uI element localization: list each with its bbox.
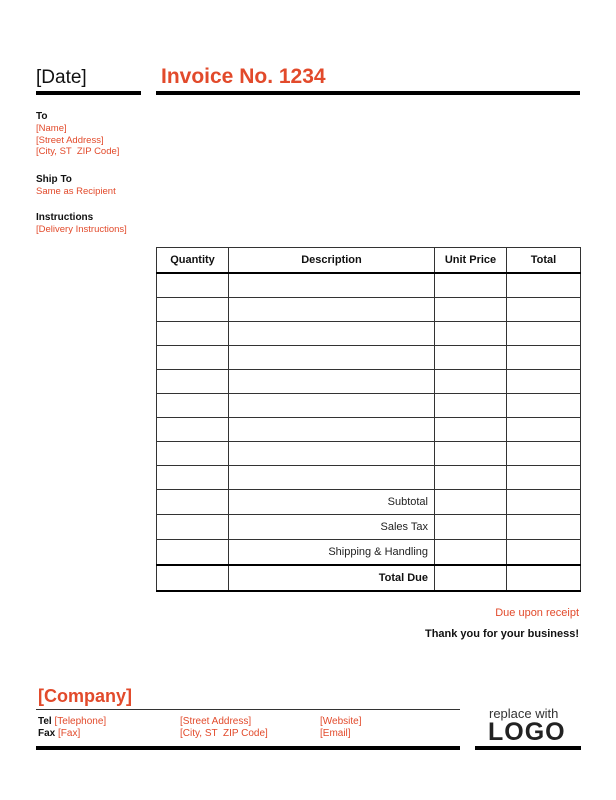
tel-label: Tel: [38, 716, 52, 727]
subtotal-unit-cell[interactable]: [435, 490, 507, 515]
footer-address-col: [180, 716, 268, 740]
footer-city: [City, ST ZIP Code]: [180, 728, 268, 739]
footer-rule-thin: [36, 709, 460, 710]
company-name: [Company]: [38, 686, 132, 706]
fax-label: Fax: [38, 728, 56, 739]
shipping-value[interactable]: [507, 540, 581, 566]
fax-value: [Fax]: [58, 728, 81, 739]
header-unit-price: Unit Price: [435, 248, 507, 274]
sales-tax-label: Sales Tax: [229, 515, 435, 540]
quantity-cell[interactable]: [157, 394, 229, 418]
ship-to-label: Ship To: [36, 174, 72, 185]
total-cell[interactable]: [507, 346, 581, 370]
invoice-title: Invoice No. 1234: [161, 65, 326, 88]
thank-you-note: Thank you for your business!: [424, 628, 579, 640]
total-due-value[interactable]: [507, 565, 581, 591]
total-cell[interactable]: [507, 442, 581, 466]
to-label: To: [36, 111, 48, 122]
footer-contact-col: [38, 716, 106, 740]
table-row: [157, 442, 581, 466]
quantity-cell[interactable]: [157, 442, 229, 466]
quantity-cell[interactable]: [157, 322, 229, 346]
ship-to-block: [36, 174, 116, 198]
shipping-label: Shipping & Handling: [229, 540, 435, 566]
footer-rule-right: [475, 746, 581, 750]
to-name: [Name]: [36, 123, 67, 134]
quantity-cell[interactable]: [157, 370, 229, 394]
quantity-cell[interactable]: [157, 418, 229, 442]
total-cell[interactable]: [507, 466, 581, 490]
table-row: [157, 322, 581, 346]
unit-price-cell[interactable]: [435, 298, 507, 322]
total-due-unit-cell[interactable]: [435, 565, 507, 591]
table-row: [157, 418, 581, 442]
total-cell[interactable]: [507, 418, 581, 442]
logo-placeholder-icon: LOGO: [488, 718, 566, 746]
tel-value: [Telephone]: [54, 716, 107, 727]
footer-website: [Website]: [320, 716, 362, 727]
header-quantity: Quantity: [157, 248, 229, 274]
unit-price-cell[interactable]: [435, 322, 507, 346]
unit-price-cell[interactable]: [435, 442, 507, 466]
subtotal-value[interactable]: [507, 490, 581, 515]
subtotal-label: Subtotal: [229, 490, 435, 515]
description-cell[interactable]: [229, 298, 435, 322]
table-row: [157, 298, 581, 322]
quantity-cell[interactable]: [157, 273, 229, 298]
logo-placeholder-caption: replace with: [489, 706, 559, 721]
sales-tax-spacer: [157, 515, 229, 540]
table-row: [157, 273, 581, 298]
unit-price-cell[interactable]: [435, 273, 507, 298]
total-due-label: Total Due: [229, 565, 435, 591]
header-rule-left: [36, 91, 141, 95]
unit-price-cell[interactable]: [435, 466, 507, 490]
description-cell[interactable]: [229, 442, 435, 466]
to-block: [36, 111, 119, 158]
table-row: [157, 346, 581, 370]
invoice-date: [Date]: [36, 67, 87, 88]
unit-price-cell[interactable]: [435, 370, 507, 394]
instructions-label: Instructions: [36, 212, 94, 223]
total-cell[interactable]: [507, 394, 581, 418]
shipping-unit-cell[interactable]: [435, 540, 507, 566]
quantity-cell[interactable]: [157, 298, 229, 322]
to-street: [Street Address]: [36, 134, 104, 146]
description-cell[interactable]: [229, 322, 435, 346]
header-description: Description: [229, 248, 435, 274]
description-cell[interactable]: [229, 394, 435, 418]
unit-price-cell[interactable]: [435, 346, 507, 370]
to-city: [City, ST ZIP Code]: [36, 146, 120, 157]
total-cell[interactable]: [507, 370, 581, 394]
instructions-value: [Delivery Instructions]: [36, 224, 127, 235]
unit-price-cell[interactable]: [435, 394, 507, 418]
quantity-cell[interactable]: [157, 346, 229, 370]
total-cell[interactable]: [507, 273, 581, 298]
invoice-table: [156, 247, 581, 592]
subtotal-spacer: [157, 490, 229, 515]
footer-street: [Street Address]: [180, 716, 252, 727]
table-row: [157, 394, 581, 418]
due-note: Due upon receipt: [495, 607, 579, 619]
table-row: [157, 466, 581, 490]
shipping-spacer: [157, 540, 229, 566]
total-cell[interactable]: [507, 298, 581, 322]
footer-web-col: [320, 716, 362, 740]
description-cell[interactable]: [229, 370, 435, 394]
header-rule-right: [156, 91, 580, 95]
unit-price-cell[interactable]: [435, 418, 507, 442]
total-cell[interactable]: [507, 322, 581, 346]
quantity-cell[interactable]: [157, 466, 229, 490]
footer-email: [Email]: [320, 728, 351, 739]
footer-rule-left: [36, 746, 460, 750]
description-cell[interactable]: [229, 273, 435, 298]
table-row: [157, 370, 581, 394]
total-due-spacer: [157, 565, 229, 591]
ship-to-value: Same as Recipient: [36, 186, 116, 197]
description-cell[interactable]: [229, 346, 435, 370]
description-cell[interactable]: [229, 418, 435, 442]
sales-tax-value[interactable]: [507, 515, 581, 540]
header-total: Total: [507, 248, 581, 274]
description-cell[interactable]: [229, 466, 435, 490]
sales-tax-unit-cell[interactable]: [435, 515, 507, 540]
instructions-block: [36, 212, 127, 236]
